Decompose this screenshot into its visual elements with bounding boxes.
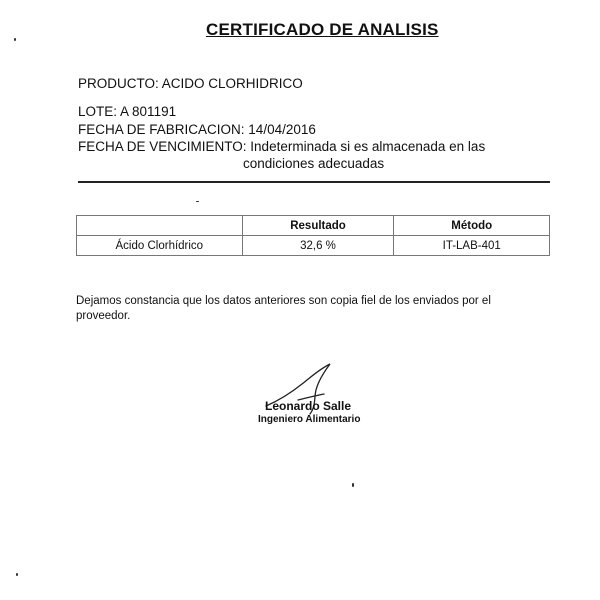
table-header-analyte xyxy=(77,216,243,236)
lot-line xyxy=(78,104,176,119)
manufacture-date-label: FECHA DE FABRICACION: xyxy=(78,122,245,137)
analyte-cell: Ácido Clorhídrico xyxy=(77,236,243,256)
product-value: ACIDO CLORHIDRICO xyxy=(161,76,303,91)
expiry-date-line xyxy=(78,139,485,154)
header-divider xyxy=(78,181,550,183)
certification-note: Dejamos constancia que los datos anteriores son copia fiel de los enviados por el proveedor. xyxy=(76,295,491,322)
scan-speck xyxy=(16,573,18,576)
lot-label: LOTE: xyxy=(78,104,118,119)
results-table xyxy=(76,215,550,256)
expiry-date-label: FECHA DE VENCIMIENTO: xyxy=(78,139,247,154)
product-line xyxy=(78,76,303,91)
manufacture-date-line xyxy=(78,122,316,137)
product-label: PRODUCTO: xyxy=(78,76,159,91)
table-header-row xyxy=(77,216,550,236)
manufacture-date-value: 14/04/2016 xyxy=(248,122,316,137)
table-header-result: Resultado xyxy=(242,216,394,236)
expiry-date-value-continued: condiciones adecuadas xyxy=(243,156,385,171)
table-row xyxy=(77,236,550,256)
lot-value: A 801191 xyxy=(120,104,177,119)
result-cell: 32,6 % xyxy=(242,236,394,256)
table-header-method: Método xyxy=(394,216,550,236)
signatory-role: Ingeniero Alimentario xyxy=(258,414,361,425)
method-cell: IT-LAB-401 xyxy=(394,236,550,256)
expiry-date-value: Indeterminada si es almacenada en las xyxy=(250,139,486,154)
scan-speck xyxy=(196,201,199,202)
scan-speck xyxy=(352,483,354,487)
signatory-name: Leonardo Salle xyxy=(265,399,352,413)
document-title: CERTIFICADO DE ANALISIS xyxy=(206,20,439,39)
scan-speck xyxy=(14,38,16,41)
